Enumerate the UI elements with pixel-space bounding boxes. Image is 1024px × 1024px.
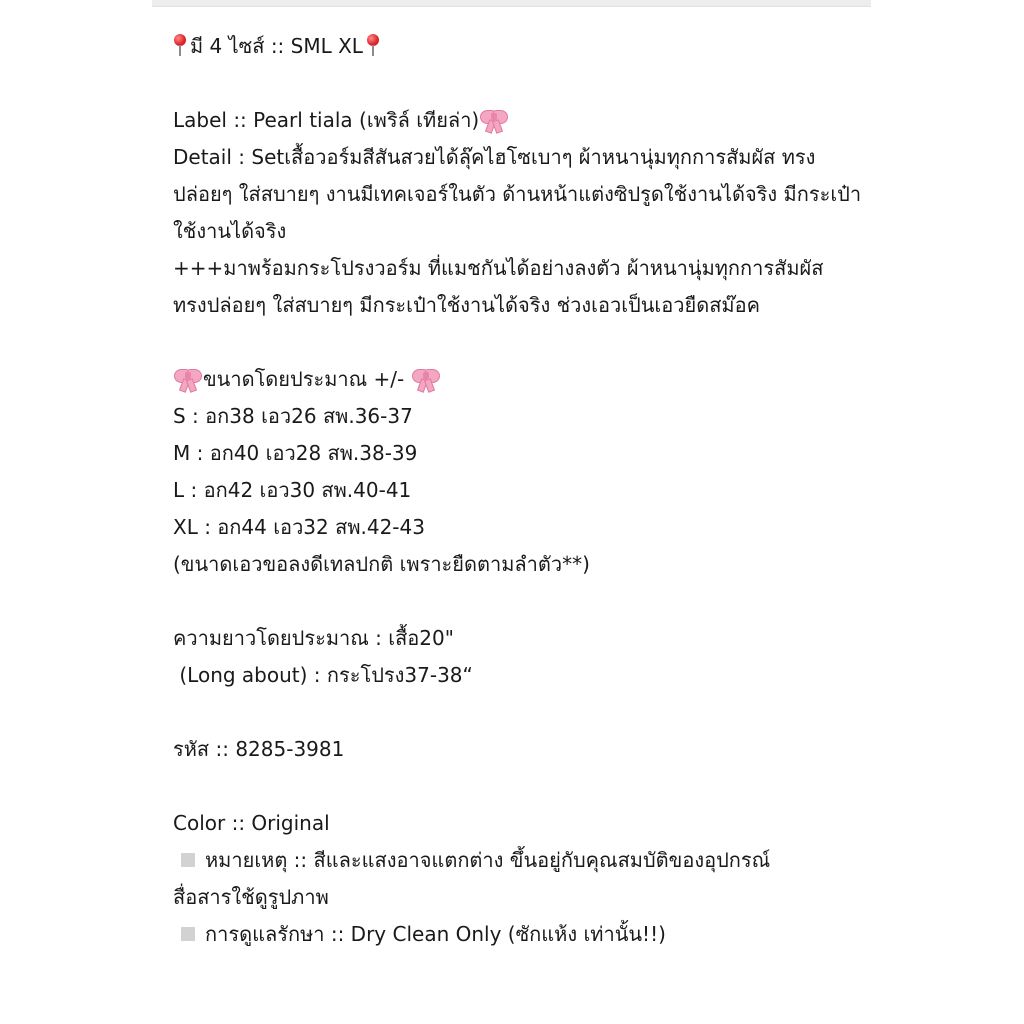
length-line-top: ความยาวโดยประมาณ : เสื้อ20" <box>173 626 454 650</box>
label-line <box>173 102 873 139</box>
white-square-icon <box>181 853 195 867</box>
size-note: (ขนาดเอวขอลงดีเทลปกติ เพราะยืดตามลำตัว**) <box>173 552 590 576</box>
detail-paragraph: Detail : Setเสื้อวอร์มสีสันสวยได้ลุ๊คไฮโซเบาๆ ผ้าหนานุ่มทุกการสัมผัส ทรงปล่อยๆ ใส่สบายๆ งานมีเทคเจอร์ในตัว ด้านหน้าแต่งซิปรูดใช้งานได้จริง มีกระเป๋าใช้งานได้จริง <box>173 145 862 243</box>
white-square-icon <box>181 927 195 941</box>
sizes-headline <box>173 28 873 65</box>
sizes-headline-text: มี 4 ไซส์ :: SML XL <box>190 34 363 58</box>
size-row-m: M : อก40 เอว28 สพ.38-39 <box>173 441 418 465</box>
size-heading-text: ขนาดโดยประมาณ +/- <box>203 367 405 391</box>
spacer <box>173 65 873 102</box>
size-row-s: S : อก38 เอว26 สพ.36-37 <box>173 404 413 428</box>
spacer <box>173 324 873 361</box>
product-description <box>173 28 873 953</box>
ribbon-bow-icon <box>479 108 509 132</box>
ribbon-bow-icon <box>173 367 203 391</box>
length-line-skirt: (Long about) : กระโปรง37-38“ <box>173 663 473 687</box>
product-code: รหัส :: 8285-3981 <box>173 737 345 761</box>
color-note <box>173 842 873 879</box>
color-note-continued: สื่อสารใช้ดูรูปภาพ <box>173 885 329 909</box>
spacer <box>173 694 873 731</box>
round-pushpin-icon <box>366 34 380 56</box>
color-line: Color :: Original <box>173 811 330 835</box>
detail-extra-paragraph: +++มาพร้อมกระโปรงวอร์ม ที่แมชกันได้อย่างลงตัว ผ้าหนานุ่มทุกการสัมผัส ทรงปล่อยๆ ใส่สบายๆ มีกระเป๋าใช้งานได้จริง ช่วงเอวเป็นเอวยืดสม๊อค <box>173 256 824 317</box>
size-heading <box>173 361 873 398</box>
spacer <box>173 583 873 620</box>
color-note-text: หมายเหตุ :: สีและแสงอาจแตกต่าง ขึ้นอยู่กับคุณสมบัติของอุปกรณ์ <box>205 848 771 872</box>
label-text: Label :: Pearl tiala (เพริล์ เทียล่า) <box>173 108 480 132</box>
size-row-l: L : อก42 เอว30 สพ.40-41 <box>173 478 412 502</box>
round-pushpin-icon <box>173 34 187 56</box>
size-row-xl: XL : อก44 เอว32 สพ.42-43 <box>173 515 425 539</box>
top-divider <box>152 0 871 7</box>
care-text: การดูแลรักษา :: Dry Clean Only (ซักแห้ง เท่านั้น!!) <box>205 922 666 946</box>
ribbon-bow-icon <box>411 367 441 391</box>
spacer <box>173 768 873 805</box>
care-line <box>173 916 873 953</box>
